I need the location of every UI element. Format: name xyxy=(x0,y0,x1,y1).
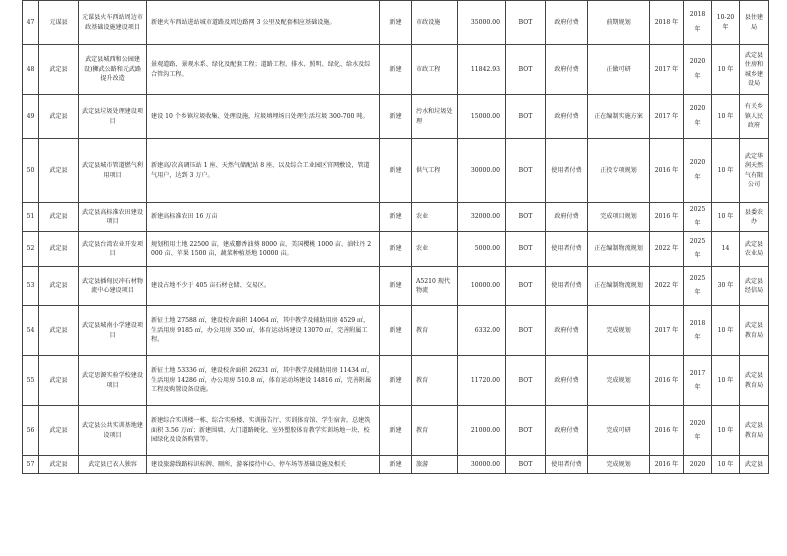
unit-cell: 武定县教育局 xyxy=(740,356,769,406)
industry-cell: 农业 xyxy=(412,203,458,232)
payment-cell: 政府付费 xyxy=(546,306,588,356)
county-cell: 武定县 xyxy=(39,356,79,406)
start-year-cell: 2022 年 xyxy=(650,232,684,267)
industry-cell: 教育 xyxy=(412,356,458,406)
payment-cell: 使用者付费 xyxy=(546,232,588,267)
row-number: 49 xyxy=(23,95,39,139)
construction-content-cell: 新征土地 27588 ㎡，建设校舍面积 14064 ㎡，其中教学及辅助用房 4529 ㎡，生活用房 9185 ㎡，办公用房 350 ㎡，体育运动场建设 13070 ㎡，完善附属工程。 xyxy=(147,306,380,356)
table-row xyxy=(23,95,769,139)
period-cell: 10 年 xyxy=(712,356,740,406)
progress-cell: 正在编制物流规划 xyxy=(588,232,650,267)
mode-cell: BOT xyxy=(506,306,546,356)
project-name-cell: 武定县城南小学建设项目 xyxy=(79,306,147,356)
construction-content-cell: 建设占地不少于 405 亩石材仓储、交易区。 xyxy=(147,267,380,306)
mode-cell: BOT xyxy=(506,203,546,232)
start-year-cell: 2017 年 xyxy=(650,306,684,356)
nature-cell: 新建 xyxy=(380,45,412,95)
nature-cell: 新建 xyxy=(380,306,412,356)
end-year-cell: 2025 年 xyxy=(684,203,712,232)
mode-cell: BOT xyxy=(506,139,546,203)
progress-cell: 前期规划 xyxy=(588,1,650,45)
table-row xyxy=(23,139,769,203)
unit-cell: 武定县教育局 xyxy=(740,306,769,356)
payment-cell: 政府付费 xyxy=(546,356,588,406)
ppp-project-table xyxy=(22,0,769,474)
payment-cell: 政府付费 xyxy=(546,45,588,95)
table-row xyxy=(23,456,769,474)
row-number: 54 xyxy=(23,306,39,356)
unit-cell: 武定县 xyxy=(740,456,769,474)
county-cell: 武定县 xyxy=(39,45,79,95)
unit-cell: 武定县教育局 xyxy=(740,406,769,456)
county-cell: 武定县 xyxy=(39,456,79,474)
mode-cell: BOT xyxy=(506,267,546,306)
payment-cell: 政府付费 xyxy=(546,406,588,456)
row-number: 47 xyxy=(23,1,39,45)
start-year-cell: 2016 年 xyxy=(650,203,684,232)
mode-cell: BOT xyxy=(506,356,546,406)
mode-cell: BOT xyxy=(506,406,546,456)
nature-cell: 新建 xyxy=(380,267,412,306)
project-name-cell: 武定县城市管道燃气利用项目 xyxy=(79,139,147,203)
start-year-cell: 2018 年 xyxy=(650,1,684,45)
county-cell: 武定县 xyxy=(39,139,79,203)
construction-content-cell: 新建综合实训楼一栋、综合实验楼、实训报告厅、实训体育馆、学生宿舍，总建筑面积 3.56 万㎡；新建围墙、大门道路硬化、室外塑胶体育教学实训场地一块、校园绿化及设备购置等。 xyxy=(147,406,380,456)
unit-cell: 县住建局 xyxy=(740,1,769,45)
county-cell: 武定县 xyxy=(39,95,79,139)
end-year-cell: 2017 年 xyxy=(684,356,712,406)
county-cell: 武定县 xyxy=(39,267,79,306)
unit-cell: 武定华润天然气有限公司 xyxy=(740,139,769,203)
table-row xyxy=(23,203,769,232)
unit-cell: 武定县农业局 xyxy=(740,232,769,267)
progress-cell: 正在编制物流规划 xyxy=(588,267,650,306)
investment-cell: 10000.00 xyxy=(458,267,506,306)
industry-cell: 市政设施 xyxy=(412,1,458,45)
nature-cell: 新建 xyxy=(380,95,412,139)
investment-cell: 15000.00 xyxy=(458,95,506,139)
industry-cell: 供气工程 xyxy=(412,139,458,203)
start-year-cell: 2016 年 xyxy=(650,406,684,456)
construction-content-cell: 新建火车西站进站城市道路及周边路网 3 公里及配套相应基础设施。 xyxy=(147,1,380,45)
end-year-cell: 2025 年 xyxy=(684,232,712,267)
investment-cell: 35000.00 xyxy=(458,1,506,45)
start-year-cell: 2017 年 xyxy=(650,95,684,139)
project-name-cell: 武定县台湾农业开发项目 xyxy=(79,232,147,267)
period-cell: 10 年 xyxy=(712,203,740,232)
period-cell: 30 年 xyxy=(712,267,740,306)
end-year-cell: 2020 xyxy=(684,456,712,474)
payment-cell: 使用者付费 xyxy=(546,267,588,306)
period-cell: 10 年 xyxy=(712,139,740,203)
mode-cell: BOT xyxy=(506,1,546,45)
construction-content-cell: 景观道路、景观水系、绿化及配套工程；道路工程、排水、照明、绿化、给水及综合管沟工程。 xyxy=(147,45,380,95)
nature-cell: 新建 xyxy=(380,232,412,267)
project-name-cell: 武定县城西和公园建设)狮武公路和元武路提升改造 xyxy=(79,45,147,95)
progress-cell: 完成可研 xyxy=(588,406,650,456)
nature-cell: 新建 xyxy=(380,139,412,203)
row-number: 55 xyxy=(23,356,39,406)
mode-cell: BOT xyxy=(506,456,546,474)
row-number: 52 xyxy=(23,232,39,267)
start-year-cell: 2017 年 xyxy=(650,45,684,95)
project-name-cell: 武定县已衣人独容 xyxy=(79,456,147,474)
county-cell: 武定县 xyxy=(39,406,79,456)
start-year-cell: 2016 年 xyxy=(650,139,684,203)
unit-cell: 县委农办 xyxy=(740,203,769,232)
investment-cell: 6332.00 xyxy=(458,306,506,356)
unit-cell: 有关乡镇人民政府 xyxy=(740,95,769,139)
county-cell: 武定县 xyxy=(39,232,79,267)
investment-cell: 30000.00 xyxy=(458,456,506,474)
end-year-cell: 2018 年 xyxy=(684,1,712,45)
investment-cell: 32000.00 xyxy=(458,203,506,232)
investment-cell: 30000.00 xyxy=(458,139,506,203)
industry-cell: 农业 xyxy=(412,232,458,267)
progress-cell: 完成规划 xyxy=(588,356,650,406)
industry-cell: 旅游 xyxy=(412,456,458,474)
construction-content-cell: 建设 10 个乡镇垃圾收集、处理设施，垃圾填埋场日处理生活垃圾 300-700 吨。 xyxy=(147,95,380,139)
mode-cell: BOT xyxy=(506,232,546,267)
nature-cell: 新建 xyxy=(380,1,412,45)
progress-cell: 正投专项规划 xyxy=(588,139,650,203)
nature-cell: 新建 xyxy=(380,356,412,406)
period-cell: 14 xyxy=(712,232,740,267)
industry-cell: A5210 现代物流 xyxy=(412,267,458,306)
progress-cell: 正在编制实施方案 xyxy=(588,95,650,139)
nature-cell: 新建 xyxy=(380,406,412,456)
county-cell: 元谋县 xyxy=(39,1,79,45)
period-cell: 10 年 xyxy=(712,406,740,456)
table-row xyxy=(23,306,769,356)
period-cell: 10 年 xyxy=(712,45,740,95)
county-cell: 武定县 xyxy=(39,306,79,356)
table-row xyxy=(23,45,769,95)
project-name-cell: 元谋县火车西站周边市政基础设施建设项目 xyxy=(79,1,147,45)
end-year-cell: 2018 年 xyxy=(684,306,712,356)
nature-cell: 新建 xyxy=(380,456,412,474)
project-name-cell: 武定思源实验学校建设项目 xyxy=(79,356,147,406)
project-name-cell: 武定县高标准农田建设项目 xyxy=(79,203,147,232)
investment-cell: 11842.93 xyxy=(458,45,506,95)
end-year-cell: 2020 年 xyxy=(684,406,712,456)
end-year-cell: 2020 年 xyxy=(684,139,712,203)
project-name-cell: 武定县公共实训基地建设项目 xyxy=(79,406,147,456)
unit-cell: 武定县住房和城乡建设局 xyxy=(740,45,769,95)
payment-cell: 政府付费 xyxy=(546,203,588,232)
payment-cell: 政府付费 xyxy=(546,95,588,139)
industry-cell: 教育 xyxy=(412,306,458,356)
investment-cell: 21000.00 xyxy=(458,406,506,456)
row-number: 48 xyxy=(23,45,39,95)
start-year-cell: 2016 年 xyxy=(650,356,684,406)
payment-cell: 政府付费 xyxy=(546,1,588,45)
project-table-page xyxy=(22,0,768,474)
investment-cell: 5000.00 xyxy=(458,232,506,267)
period-cell: 10 年 xyxy=(712,456,740,474)
construction-content-cell: 建设旅游线路标识标牌、厕所、游客接待中心、停车场等基础设施及相关 xyxy=(147,456,380,474)
mode-cell: BOT xyxy=(506,95,546,139)
start-year-cell: 2016 年 xyxy=(650,456,684,474)
table-row xyxy=(23,267,769,306)
progress-cell: 正做可研 xyxy=(588,45,650,95)
row-number: 57 xyxy=(23,456,39,474)
project-name-cell: 武定县插甸民冲石材物流中心建设项目 xyxy=(79,267,147,306)
county-cell: 武定县 xyxy=(39,203,79,232)
table-row xyxy=(23,232,769,267)
period-cell: 10 年 xyxy=(712,95,740,139)
start-year-cell: 2022 年 xyxy=(650,267,684,306)
table-body xyxy=(23,1,769,474)
construction-content-cell: 新征土地 53336 ㎡，建设校舍面积 26231 ㎡，其中教学及辅助用房 11434 ㎡，生活用房 14286 ㎡，办公用房 510.8 ㎡，体育运动场建设 14816 ㎡，完善附属工程及购置设备设施。 xyxy=(147,356,380,406)
period-cell: 10 年 xyxy=(712,306,740,356)
industry-cell: 教育 xyxy=(412,406,458,456)
construction-content-cell: 新建高/次高调压站 1 座、天然气储配站 8 座，以及综合工业园区官网敷设，管道气用户，达到 3 万户。 xyxy=(147,139,380,203)
end-year-cell: 2025 年 xyxy=(684,267,712,306)
end-year-cell: 2020 年 xyxy=(684,95,712,139)
project-name-cell: 武定县垃圾处理建设项目 xyxy=(79,95,147,139)
row-number: 56 xyxy=(23,406,39,456)
table-row xyxy=(23,1,769,45)
progress-cell: 完成规划 xyxy=(588,456,650,474)
industry-cell: 市政工程 xyxy=(412,45,458,95)
row-number: 53 xyxy=(23,267,39,306)
table-row xyxy=(23,406,769,456)
mode-cell: BOT xyxy=(506,45,546,95)
construction-content-cell: 规划租用土地 22500 亩，建成麝香油葵 8000 亩、美国樱桃 1000 亩、油牡丹 2000 亩、苹果 1500 亩，蔬菜种植基地 10000 亩。 xyxy=(147,232,380,267)
table-row xyxy=(23,356,769,406)
industry-cell: 污水和垃圾处理 xyxy=(412,95,458,139)
investment-cell: 11720.00 xyxy=(458,356,506,406)
construction-content-cell: 新建高标准农田 16 万亩 xyxy=(147,203,380,232)
progress-cell: 完成规划 xyxy=(588,306,650,356)
row-number: 51 xyxy=(23,203,39,232)
payment-cell: 使用者付费 xyxy=(546,139,588,203)
end-year-cell: 2020 年 xyxy=(684,45,712,95)
period-cell: 10-20 年 xyxy=(712,1,740,45)
row-number: 50 xyxy=(23,139,39,203)
payment-cell: 使用者付费 xyxy=(546,456,588,474)
nature-cell: 新建 xyxy=(380,203,412,232)
progress-cell: 完成项目规划 xyxy=(588,203,650,232)
unit-cell: 武定县经信局 xyxy=(740,267,769,306)
